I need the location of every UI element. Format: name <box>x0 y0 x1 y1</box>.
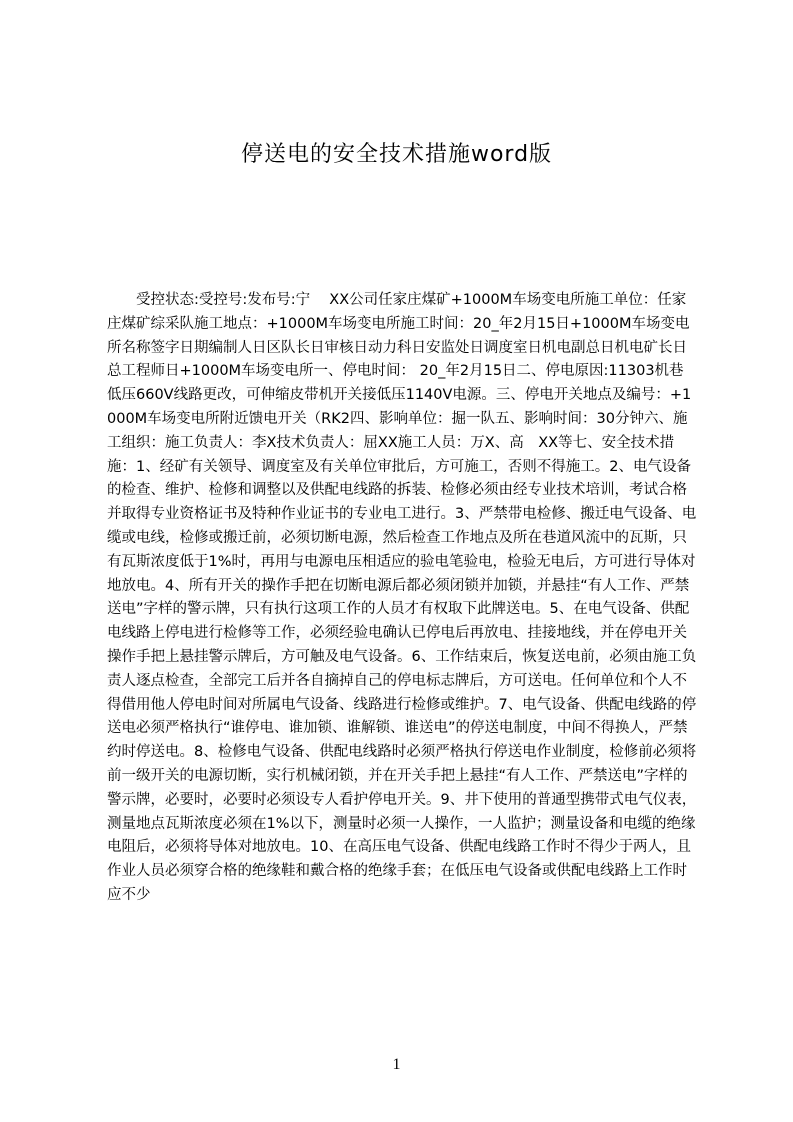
page-number: 1 <box>392 1056 401 1073</box>
document-title: 停送电的安全技术措施word版 <box>240 142 553 167</box>
document-body-paragraph: 受控状态:受控号:发布号:宁 XX公司任家庄煤矿+1000M车场变电所施工单位：任家庄煤矿综采队施工地点：+1000M车场变电所施工时间：20_年2月15日+1000M车场变电所名称签字日期编制人日区队长日审核日动力科日安监处日调度室日机电副总日机电矿长日总工程师日+1000M车场变电所一、停电时间： 20_年2月15日二、停电原因:11303机巷低压660V线路更改，可伸缩皮带机开关接低压1140V电源。三、停电开关地点及编号：+1000M车场变电所附近馈电开关（RK2四、影响单位：掘一队五、影响时间：30分钟六、施工组织：施工负责人：李X技术负责人：屈XX施工人员：万X、高 XX等七、安全技术措施：1、经矿有关领导、调度室及有关单位审批后，方可施工，否则不得施工。2、电气设备的检查、维护、检修和调整以及供配电线路的拆装、检修必须由经专业技术培训，考试合格并取得专业资格证书及特种作业证书的专业电工进行。3、严禁带电检修、搬迁电气设备、电缆或电线，检修或搬迁前，必须切断电源，然后检查工作地点及所在巷道风流中的瓦斯，只有瓦斯浓度低于1%时，再用与电源电压相适应的验电笔验电，检验无电后，方可进行导体对地放电。4、所有开关的操作手把在切断电源后都必须闭锁并加锁，并悬挂“有人工作、严禁送电”字样的警示牌，只有执行这项工作的人员才有权取下此牌送电。5、在电气设备、供配电线路上停电进行检修等工作，必须经验电确认已停电后再放电、挂接地线，并在停电开关操作手把上悬挂警示牌后，方可触及电气设备。6、工作结束后，恢复送电前，必须由施工负责人逐点检查，全部完工后并各自摘掉自己的停电标志牌后，方可送电。任何单位和个人不得借用他人停电时间对所属电气设备、线路进行检修或维护。7、电气设备、供配电线路的停送电必须严格执行“谁停电、谁加锁、谁解锁、谁送电”的停送电制度，中间不得换人，严禁约时停送电。8、检修电气设备、供配电线路时必须严格执行停送电作业制度，检修前必须将前一级开关的电源切断，实行机械闭锁，并在开关手把上悬挂“有人工作、严禁送电”字样的警示牌，必要时，必要时必须设专人看护停电开关。9、井下使用的普通型携带式电气仪表，测量地点瓦斯浓度必须在1%以下，测量时必须一人操作，一人监护；测量设备和电缆的绝缘电阻后，必须将导体对地放电。10、在高压电气设备、供配电线路工作时不得少于两人，且作业人员必须穿合格的绝缘鞋和戴合格的绝缘手套；在低压电气设备或供配电线路上工作时应不少 <box>107 292 697 903</box>
